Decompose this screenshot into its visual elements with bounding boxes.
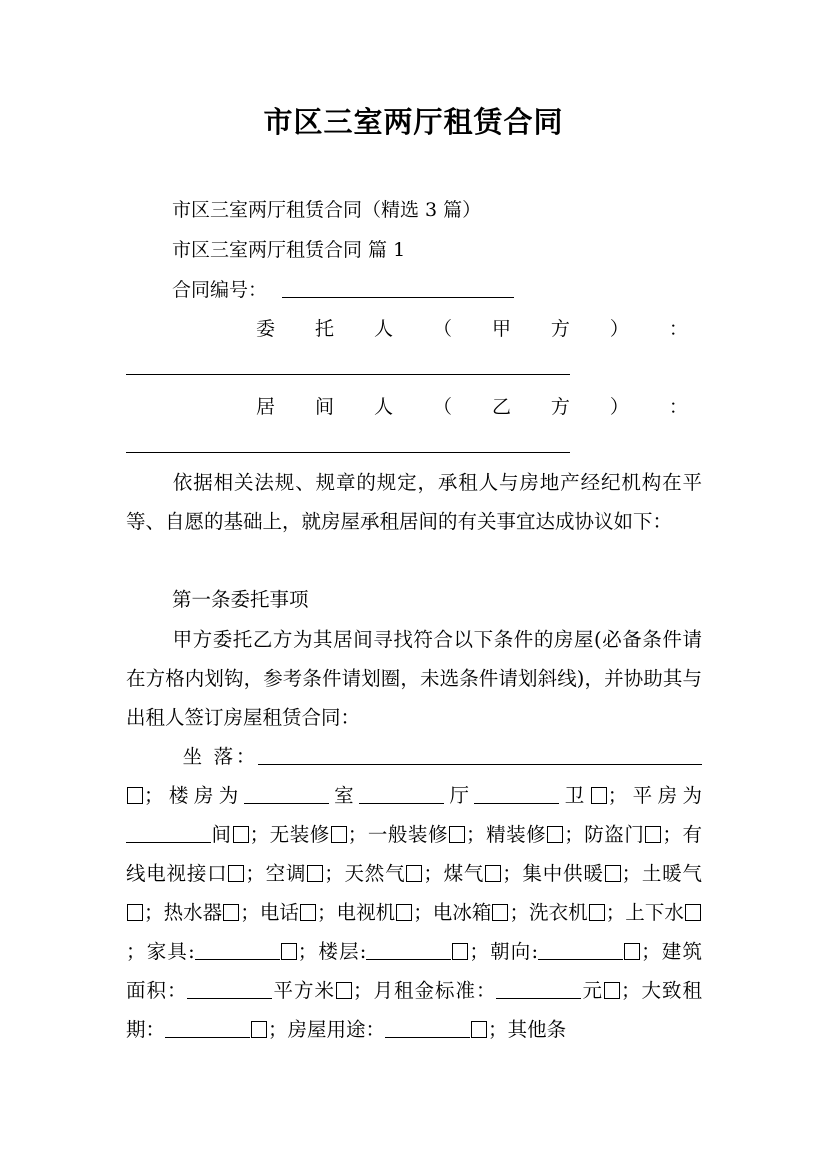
checkbox[interactable] — [307, 865, 323, 882]
document-title: 市区三室两厅租赁合同 — [263, 105, 564, 139]
checkbox[interactable] — [281, 943, 297, 960]
checkbox[interactable] — [471, 1021, 487, 1038]
checkbox[interactable] — [605, 865, 621, 882]
party-a-blank — [126, 374, 570, 375]
checkbox[interactable] — [336, 982, 352, 999]
checkbox[interactable] — [645, 826, 661, 843]
document-subtitle: 市区三室两厅租赁合同（精选 3 篇） — [172, 199, 482, 221]
checkbox[interactable] — [251, 1021, 267, 1038]
checkbox[interactable] — [300, 904, 316, 921]
checkbox[interactable] — [547, 826, 563, 843]
contract-number-blank — [282, 297, 514, 298]
checkbox[interactable] — [449, 826, 465, 843]
article-one-heading: 第一条委托事项 — [172, 588, 309, 611]
checkbox[interactable] — [624, 943, 640, 960]
checkbox[interactable] — [589, 904, 605, 921]
checkbox[interactable] — [604, 982, 620, 999]
checkbox[interactable] — [127, 787, 143, 804]
checkbox[interactable] — [591, 787, 607, 804]
checkbox[interactable] — [406, 865, 422, 882]
checkbox[interactable] — [492, 904, 508, 921]
section-heading: 市区三室两厅租赁合同 篇 1 — [172, 239, 406, 261]
article-one-text: 甲方委托乙方为其居间寻找符合以下条件的房屋(必备条件请在方格内划钩，参考条件请划圈，未选条件请划斜线)，并协助其与出租人签订房屋租赁合同： — [126, 628, 702, 729]
checkbox[interactable] — [228, 865, 244, 882]
location-label: 坐 落： — [180, 745, 258, 768]
intro-paragraph: 依据相关法规、规章的规定，承租人与房地产经纪机构在平等、自愿的基础上，就房屋承租居间的有关事宜达成协议如下： — [126, 471, 702, 533]
location-blank — [258, 744, 702, 765]
party-b-label: 居 间 人 （ 乙 方 ） ： — [256, 396, 688, 418]
party-b-blank — [126, 452, 570, 453]
checkbox[interactable] — [685, 904, 701, 921]
checkbox[interactable] — [127, 904, 143, 921]
checkbox[interactable] — [452, 943, 468, 960]
checkbox[interactable] — [396, 904, 412, 921]
checkbox[interactable] — [233, 826, 249, 843]
party-a-label: 委 托 人 （ 甲 方 ） ： — [256, 318, 688, 340]
checkbox[interactable] — [485, 865, 501, 882]
contract-number-label: 合同编号： — [172, 279, 268, 301]
checkbox[interactable] — [223, 904, 239, 921]
contract-number-row — [172, 276, 702, 304]
checkbox[interactable] — [331, 826, 347, 843]
house-conditions: 坐 落：；楼房为 室 厅 卫 ；平房为间 ；无装修 ；一般装修 ；精装修 ；防盗门 ；有线电视接口 ；空调 ；天然气 ；煤气 ；集中供暖 ；土暖气；热水器 ；电话 ；电视机 ；电冰箱 ；洗衣机 ；上下水；家具: ；楼层: ；朝向: ；建筑面积： 平方米 ；月租金标准： 元 ；大致租期： ；房屋用途： ；其他条 — [126, 745, 702, 1041]
